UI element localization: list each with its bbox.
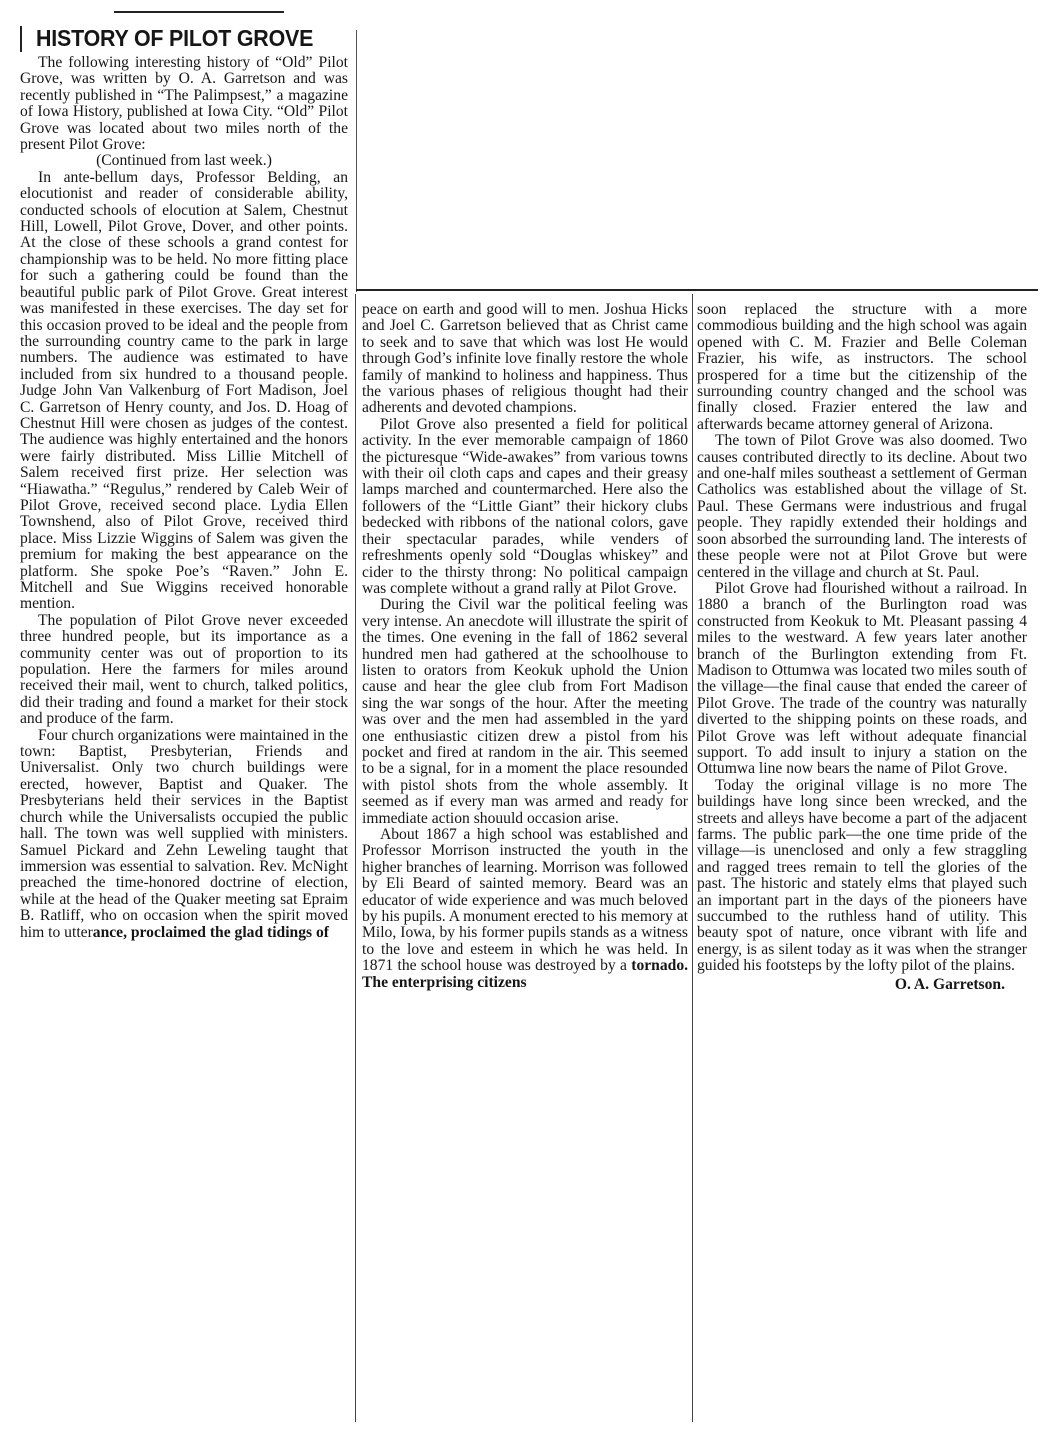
paragraph-decline: The town of Pilot Grove was also doomed. Two causes contributed directly to its decline. About two and one-half miles southeast a settlement of German Catholics was established about the village of St. Paul. These Germans were industrious and frugal people. They rapidly extended their holdings and soon absorbed the surrounding land. The interests of these people were not at Pilot Grove but were centered in the village and church at St. Paul. xyxy=(697,432,1027,581)
article-column-3 xyxy=(697,302,1027,993)
paragraph-politics: Pilot Grove also presented a field for political activity. In the ever memorable campaign of 1860 the picturesque “Wide-awakes” from various towns with their oil cloth caps and capes and their greasy lamps marched and countermarched. Here also the followers of the “Little Giant” their hickory clubs bedecked with ribbons of the national colors, gave their spectacular parades, while venders of refreshments openly sold “Douglas whiskey” and cider to the thirsty throng: No political campaign was complete without a grand rally at Pilot Grove. xyxy=(362,415,688,597)
paragraph-peace: peace on earth and good will to men. Joshua Hicks and Joel C. Garretson believed that as Christ came to seek and to save that which was lost He would through God’s infinite love finally restore the whole family of mankind to holiness and happiness. Thus the various phases of religious thought had their adherents and devoted champions. xyxy=(362,301,688,417)
headline-left-bar xyxy=(20,26,22,52)
paragraph-elocution: In ante-bellum days, Professor Belding, an elocutionist and reader of considerable ability, conducted schools of elocution at Salem, Chestnut Hill, Lowell, Pilot Grove, Dover, and other points. At the close of these schools a grand contest for championship was to be held. No more fitting place for such a gathering could be found than the beautiful public park of Pilot Grove. Great interest was manifested in these exercises. The day set for this occasion proved to be ideal and the people from the surrounding country came to the park in large numbers. The audience was estimated to have included from six hundred to a thousand people. Judge John Van Valkenburg of Fort Madison, Joel C. Garretson of Henry county, and Jos. D. Hoag of Chestnut Hill were chosen as judges of the contest. The audience was highly entertained and the honors were fairly distributed. Miss Lillie Mitchell of Salem received first prize. Her selection was “Hiawatha.” “Regulus,” rendered by Caleb Weir of Pilot Grove, received second place. Lydia Ellen Townshend, also of Pilot Grove, received third place. Miss Lizzie Wiggins of Salem was given the premium for making the best appearance on the platform. She spoke Poe’s “Raven.” John E. Mitchell and Sue Wiggins received honorable mention. xyxy=(20,168,348,613)
column-divider-1 xyxy=(355,294,356,1422)
paragraph-today: Today the original village is no more The buildings have long since been wrecked, and the streets and alleys have become a part of the adjacent farms. The public park—the one time pride of the village—is unenclosed and only a few straggling and ragged trees remain to tell the glories of the past. The historic and stately elms that played such an important part in the days of the pioneers have succumbed to the ruthless hand of utility. This beauty spot of nature, once vibrant with life and energy, is as silent today as it was when the stranger guided his footsteps by the lofty pilot of the plains. xyxy=(697,776,1027,975)
paragraph-churches-end: ance, proclaimed the glad tidings of xyxy=(92,923,329,941)
paragraph-churches-text: Four church organizations were maintained in the town: Baptist, Presbyterian, Friends and Universalist. Only two church buildings were erected, however, Baptist and Quaker. The Presbyterians held their services in the Baptist church while the Universalists occupied the public hall. The town was well supplied with ministers. Samuel Pickard and Zehn Leweling taught that immersion was essential to salvation. Rev. McNight preached the time-honored doctrine of election, while at the head of the Quaker meeting sat Epraim B. Ratliff, who on occasion when the spirit moved him to utter xyxy=(20,726,348,941)
author-signature: O. A. Garretson. xyxy=(894,975,1005,993)
paragraph-high-school xyxy=(362,827,688,991)
section-rule xyxy=(356,289,1038,291)
column-divider-top xyxy=(356,30,357,292)
paragraph-civil-war: During the Civil war the political feeling was very intense. An anecdote will illustrate the spirit of the times. One evening in the fall of 1862 several hundred men had gathered at the schoolhouse to listen to orators from Keokuk uphold the Union cause and hear the glee club from Fort Madison sing the war songs of the hour. After the meeting was over and the men had assembled in the yard one enthusiastic citizen drew a pistol from his pocket and fired at random in the air. This seemed to be a signal, for in a moment the place resounded with pistol shots from the whole assembly. It seemed as if every man was armed and ready for immediate action shouuld occasion arise. xyxy=(362,596,688,827)
column-divider-2 xyxy=(692,294,693,1422)
paragraph-rebuilt: soon replaced the structure with a more commodious building and the high school was again opened with C. M. Frazier and Belle Coleman Frazier, his wife, as instructors. The school prospered for a time but the citizenship of the surrounding country changed and the school was finally closed. Frazier entered the law and afterwards became attorney general of Arizona. xyxy=(697,301,1027,433)
article-column-2 xyxy=(362,302,688,991)
top-rule xyxy=(114,11,284,13)
intro-paragraph: The following interesting history of “Old” Pilot Grove, was written by O. A. Garretson and was recently published in “The Palimpsest,” a magazine of Iowa History, published at Iowa City. “Old” Pilot Grove was located about two miles north of the present Pilot Grove: xyxy=(20,54,348,154)
paragraph-railroad: Pilot Grove had flourished without a railroad. In 1880 a branch of the Burlington road was constructed from Keokuk to Mt. Pleasant passing 4 miles to the westward. A few years later another branch of the Burlington extending from Ft. Madison to Ottumwa was located two miles south of the village—the final cause that ended the career of Pilot Grove. The trade of the country was naturally diverted to the shipping points on these roads, and Pilot Grove was left without adequate financial support. To add insult to injury a station on the Ottumwa line now bears the name of Pilot Grove. xyxy=(697,579,1027,778)
article-headline: HISTORY OF PILOT GROVE xyxy=(36,25,314,51)
paragraph-population: The population of Pilot Grove never exceeded three hundred people, but its importance as a community center was out of proportion to its population. Here the farmers for miles around received their mail, went to church, talked politics, did their trading and found a market for their stock and produce of the farm. xyxy=(20,611,348,728)
paragraph-churches xyxy=(20,728,348,941)
paragraph-high-school-end: tornado. The enterprising citizens xyxy=(362,957,689,991)
continued-note: (Continued from last week.) xyxy=(96,152,272,170)
article-column-1 xyxy=(20,55,348,941)
paragraph-high-school-text: About 1867 a high school was established and Professor Morrison instructed the youth in the higher branches of learning. Morrison was followed by Eli Beard of sainted memory. Beard was an educator of wide experience and was much beloved by his pupils. A monument erected to his memory at Milo, Iowa, by his former pupils stands as a witness to the love and esteem in which he was held. In 1871 the school house was destroyed by a xyxy=(362,826,688,975)
